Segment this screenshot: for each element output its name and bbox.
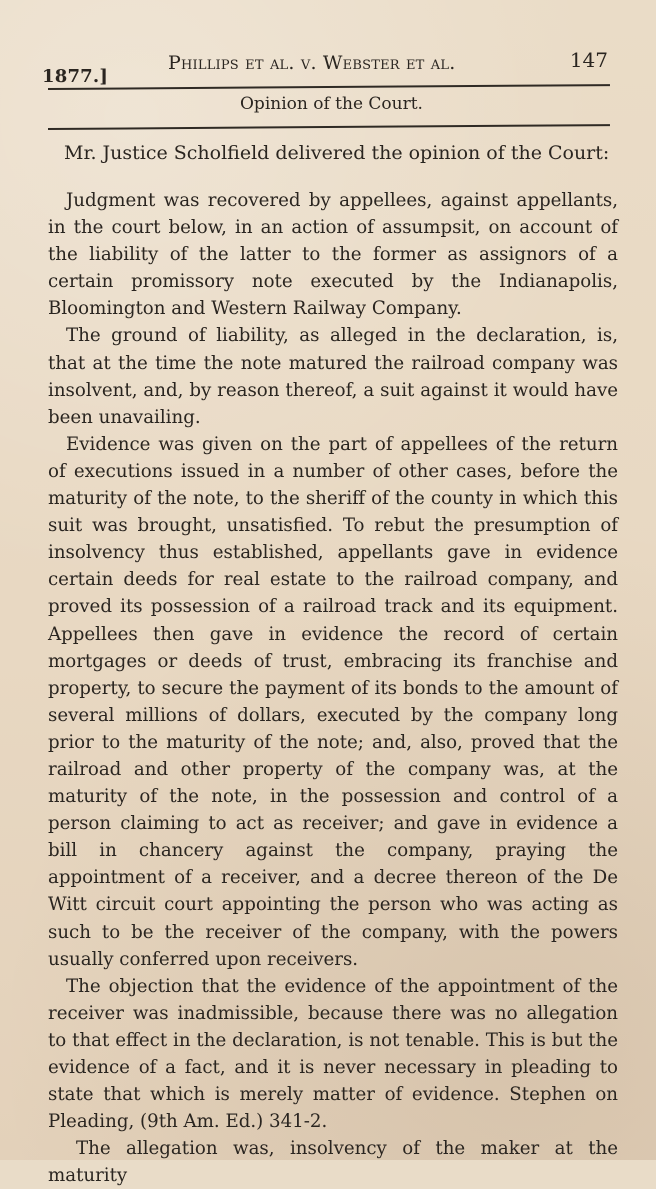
paragraph-ground-of-liability: The ground of liability, as alleged in the declaration, is, that at the time the note matured the railroad company was insolvent, and, by reason thereof, a suit against it would have been unavailing.	[48, 325, 618, 428]
opinion-subheading: Opinion of the Court.	[240, 94, 423, 114]
case-title: Phillips et al. v. Webster et al.	[168, 52, 456, 74]
page-header	[0, 0, 656, 140]
header-rule-top	[48, 84, 610, 90]
year-marker: 1877.]	[42, 66, 109, 87]
paragraph-objection: The objection that the evidence of the appointment of the receiver was inadmissible, because there was no allegation to that effect in the declaration, is not tenable. This is but the evidence of a fact, and it is never necessary in pleading to state that which is merely matter of evidence. Stephen on Pleading, (9th Am. Ed.) 341-2.	[48, 975, 618, 1133]
opinion-body	[48, 140, 618, 1189]
page-number: 147	[569, 48, 608, 72]
paragraph-judgment: Judgment was recovered by appellees, against appellants, in the court below, in an action of assumpsit, on account of the liability of the latter to the former as assignors of a certain promissory note executed by the Indianapolis, Bloomington and Western Railway Company.	[48, 190, 618, 320]
opinion-intro: Mr. Justice Scholfield delivered the opinion of the Court:	[64, 142, 610, 164]
header-rule-bottom	[48, 124, 610, 130]
paragraph-allegation: The allegation was, insolvency of the maker at the maturity	[48, 1138, 618, 1187]
paragraph-evidence: Evidence was given on the part of appellees of the return of executions issued in a number of other cases, before the maturity of the note, to the sheriff of the county in which this suit was brought, unsatisfied. To rebut the presumption of insolvency thus established, appellants gave in evidence certain deeds for real estate to the railroad company, and proved its possession of a railroad track and its equipment. Appellees then gave in evidence the record of certain mortgages or deeds of trust, embracing its franchise and property, to secure the payment of its bonds to the amount of several millions of dollars, executed by the company long prior to the maturity of the note; and, also, proved that the railroad and other property of the company was, at the maturity of the note, in the possession and control of a person claiming to act as receiver; and gave in evidence a bill in chancery against the company, praying the appointment of a receiver, and a decree thereon of the De Witt circuit court appointing the person who was acting as such to be the receiver of the company, with the powers usually conferred upon receivers.	[48, 433, 618, 970]
